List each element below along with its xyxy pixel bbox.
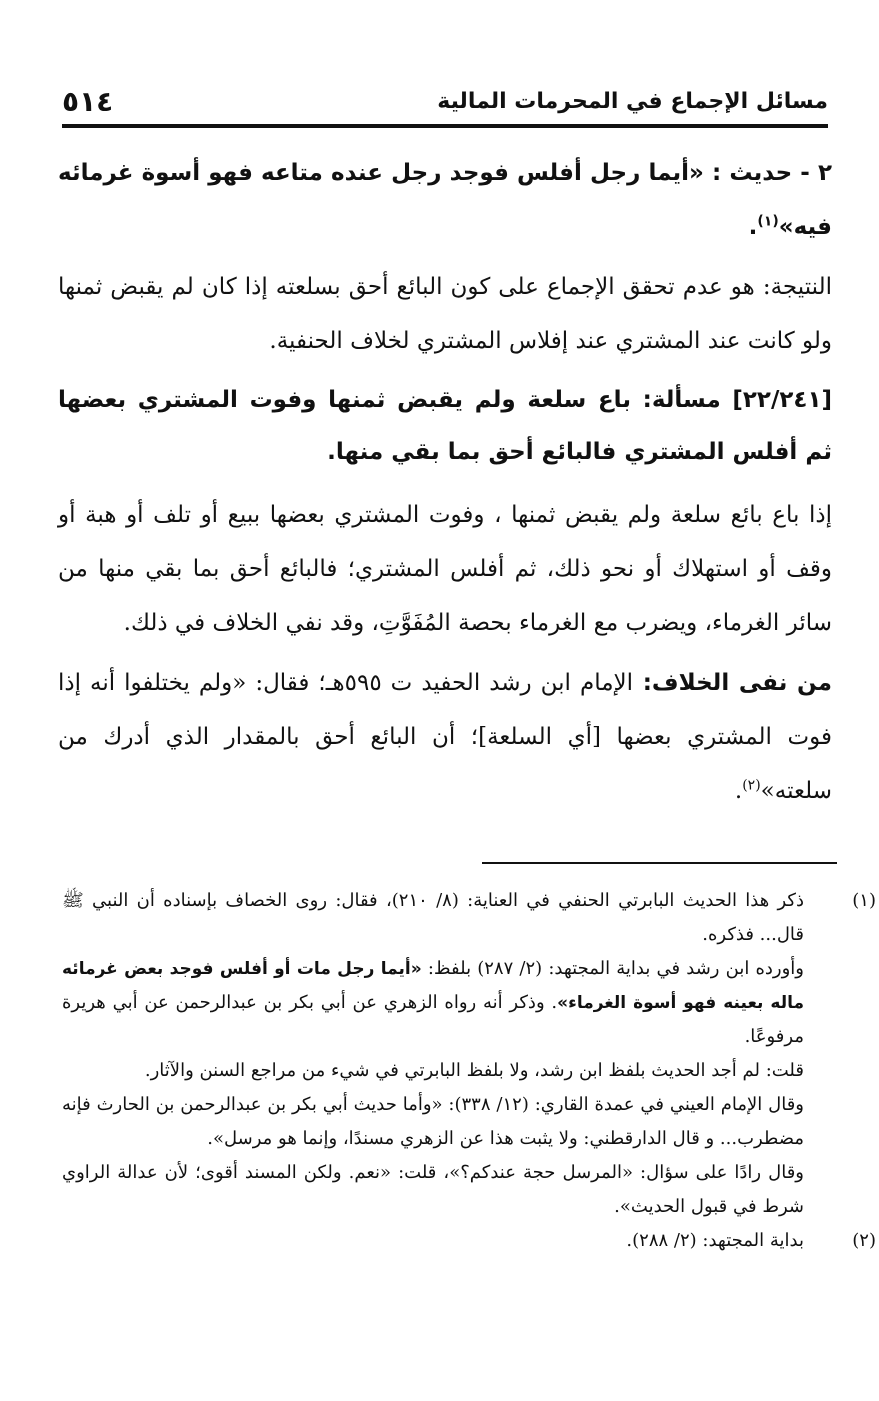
footnote-1-number: (١) bbox=[852, 890, 876, 911]
footnote-1-para2 bbox=[62, 952, 840, 1054]
footnote-2-number: (٢) bbox=[852, 1230, 876, 1251]
footnote-1-para5: وقال رادًا على سؤال: «المرسل حجة عندكم؟»، قلت: «نعم. ولكن المسند أقوى؛ لأن عدالة الراوي شرط في قبول الحديث». bbox=[62, 1162, 804, 1217]
footnote-separator bbox=[482, 862, 837, 864]
result-text: هو عدم تحقق الإجماع على كون البائع أحق بسلعته إذا كان لم يقبض ثمنها ولو كانت عند المشتري عند إفلاس المشتري لخلاف الحنفية. bbox=[58, 274, 832, 354]
page-header bbox=[62, 78, 828, 128]
issue-heading: [٢٢/٢٤١] مسألة: باع سلعة ولم يقبض ثمنها وفوت المشتري بعضها ثم أفلس المشتري فالبائع أحق بما بقي منها. bbox=[58, 387, 832, 465]
main-text bbox=[58, 146, 832, 824]
denial-label: من نفى الخلاف: bbox=[633, 670, 832, 696]
footnote-2-text: بداية المجتهد: (٢/ ٢٨٨). bbox=[626, 1230, 804, 1251]
hadith-paragraph: ٢ - حديث : «أيما رجل أفلس فوجد رجل عنده متاعه فهو أسوة غرمائه فيه»$^{(١)}$. bbox=[58, 160, 832, 240]
footnote-ref-2: (٢) bbox=[742, 777, 761, 794]
denial-text: الإمام ابن رشد الحفيد ت ٥٩٥هـ؛ فقال: «ولم يختلفوا أنه إذا فوت المشتري بعضها [أي السلعة]؛ أن البائع أحق بالمقدار الذي أدرك من سلعته» bbox=[58, 670, 832, 804]
result-label: النتيجة: bbox=[754, 274, 832, 300]
denial-paragraph: من نفى الخلاف: الإمام ابن رشد الحفيد ت ٥٩٥هـ؛ فقال: «ولم يختلفوا أنه إذا فوت المشتري بعضها [أي السلعة]؛ أن البائع أحق بالمقدار الذي أدرك من سلعته»$^{(٢)}$. bbox=[58, 670, 832, 804]
footnote-1-para2-quote: «أيما رجل مات أو أفلس فوجد بعض غرمائه ماله بعينه فهو أسوة الغرماء» bbox=[62, 959, 804, 1013]
footnote-1-para3: قلت: لم أجد الحديث بلفظ ابن رشد، ولا بلفظ البابرتي في شيء من مراجع السنن والآثار. bbox=[144, 1060, 804, 1081]
footnote-1-text: ذكر هذا الحديث البابرتي الحنفي في العناية: (٨/ ٢١٠)، فقال: روى الخصاف بإسناده أن النبي ﷺ قال... فذكره. bbox=[62, 890, 804, 945]
footnote-ref-1: (١) bbox=[757, 213, 779, 230]
footnote-1-para4: وقال الإمام العيني في عمدة القاري: (١٢/ ٣٣٨): «وأما حديث أبي بكر بن عبدالرحمن بن الحارث فإنه مضطرب... و قال الدارقطني: ولا يثبت هذا عن الزهري مسندًا، وإنما هو مرسل». bbox=[62, 1094, 804, 1149]
footnote-1-line1 bbox=[62, 884, 876, 952]
footnote-1-para2-rest: . وذكر أنه رواه الزهري عن أبي بكر بن عبدالرحمن عن أبي هريرة مرفوعًا. bbox=[62, 992, 804, 1047]
result-paragraph bbox=[58, 260, 832, 368]
page-number: ٥١٤ bbox=[62, 84, 114, 118]
running-title: مسائل الإجماع في المحرمات المالية bbox=[437, 88, 828, 114]
issue-paragraph: إذا باع بائع سلعة ولم يقبض ثمنها ، وفوت المشتري بعضها ببيع أو تلف أو هبة أو وقف أو استهلاك أو نحو ذلك، ثم أفلس المشتري؛ فالبائع أحق بما بقي منها من سائر الغرماء، ويضرب مع الغرماء بحصة المُفَوَّتِ، وقد نفي الخلاف في ذلك. bbox=[58, 502, 832, 636]
hadith-text: «أيما رجل أفلس فوجد رجل عنده متاعه فهو أسوة غرمائه فيه» bbox=[58, 160, 832, 240]
footnote-1-para2-intro: وأورده ابن رشد في بداية المجتهد: (٢/ ٢٨٧) بلفظ: bbox=[421, 958, 804, 979]
hadith-label: ٢ - حديث : bbox=[703, 160, 832, 186]
footnotes bbox=[62, 884, 876, 1258]
footnote-2 bbox=[62, 1224, 876, 1258]
